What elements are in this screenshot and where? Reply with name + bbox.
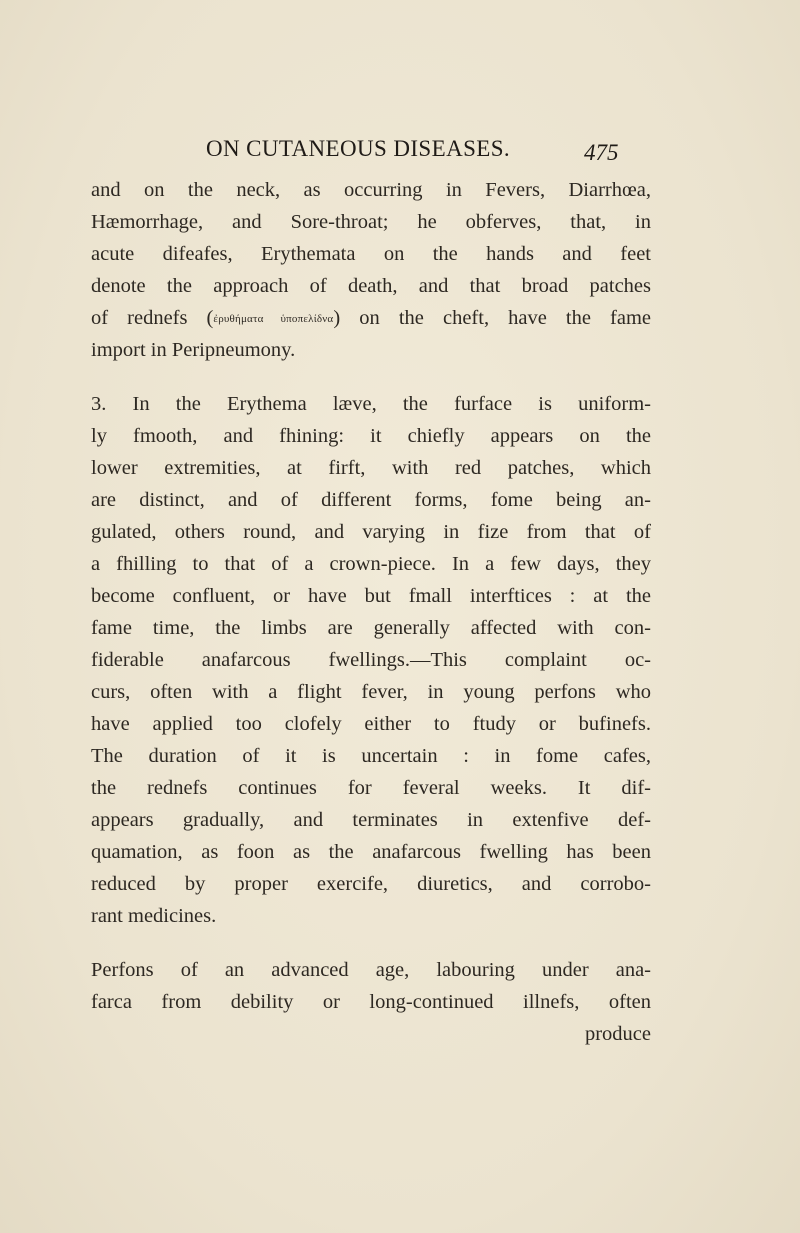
text-line: a fhilling to that of a crown-piece. In a few days, they: [91, 553, 651, 575]
text-line: quamation, as foon as the anafarcous fwelling has been: [91, 841, 651, 863]
text-line: become confluent, or have but fmall interftices : at the: [91, 585, 651, 607]
text-line: fame time, the limbs are generally affected with con-: [91, 617, 651, 639]
catchword: produce: [584, 1023, 651, 1045]
text-line: denote the approach of death, and that broad patches: [91, 275, 651, 297]
text-line: 3. In the Erythema læve, the furface is uniform-: [91, 393, 651, 415]
text-line: have applied too clofely either to ftudy or bufinefs.: [91, 713, 651, 735]
text-fragment: ) on the cheft, have the fame: [333, 307, 651, 329]
text-line: appears gradually, and terminates in extenfive def-: [91, 809, 651, 831]
text-line: are distinct, and of different forms, fome being an-: [91, 489, 651, 511]
paragraph-gap: [91, 932, 651, 954]
greek-term: ἐρυθήματα ὑποπελίδνα: [213, 313, 334, 325]
paragraph-gap: [91, 366, 651, 388]
text-line: rant medicines.: [91, 905, 217, 927]
text-line: The duration of it is uncertain : in fome cafes,: [91, 745, 651, 767]
text-line: lower extremities, at firft, with red patches, which: [91, 457, 651, 479]
text-line: acute difeafes, Erythemata on the hands and feet: [91, 243, 651, 265]
text-fragment: of rednefs (: [91, 307, 214, 329]
text-line: Perfons of an advanced age, labouring under ana-: [91, 959, 651, 981]
running-title: ON CUTANEOUS DISEASES.: [206, 136, 511, 161]
body-text: [91, 174, 651, 1050]
text-line: fiderable anafarcous fwellings.—This complaint oc-: [91, 649, 651, 671]
text-line-with-greek: [91, 302, 651, 334]
text-line: gulated, others round, and varying in fize from that of: [91, 521, 651, 543]
text-line: import in Peripneumony.: [91, 339, 296, 361]
text-line: the rednefs continues for feveral weeks. It dif-: [91, 777, 651, 799]
page-header: [206, 136, 626, 172]
text-line: and on the neck, as occurring in Fevers, Diarrhœa,: [91, 179, 651, 201]
text-line: reduced by proper exercife, diuretics, and corrobo-: [91, 873, 651, 895]
text-line: ly fmooth, and fhining: it chiefly appears on the: [91, 425, 651, 447]
text-line: Hæmorrhage, and Sore-throat; he obferves, that, in: [91, 211, 651, 233]
text-line: farca from debility or long-continued illnefs, often: [91, 991, 651, 1013]
text-line: curs, often with a flight fever, in young perfons who: [91, 681, 651, 703]
page-number: 475: [584, 140, 619, 165]
